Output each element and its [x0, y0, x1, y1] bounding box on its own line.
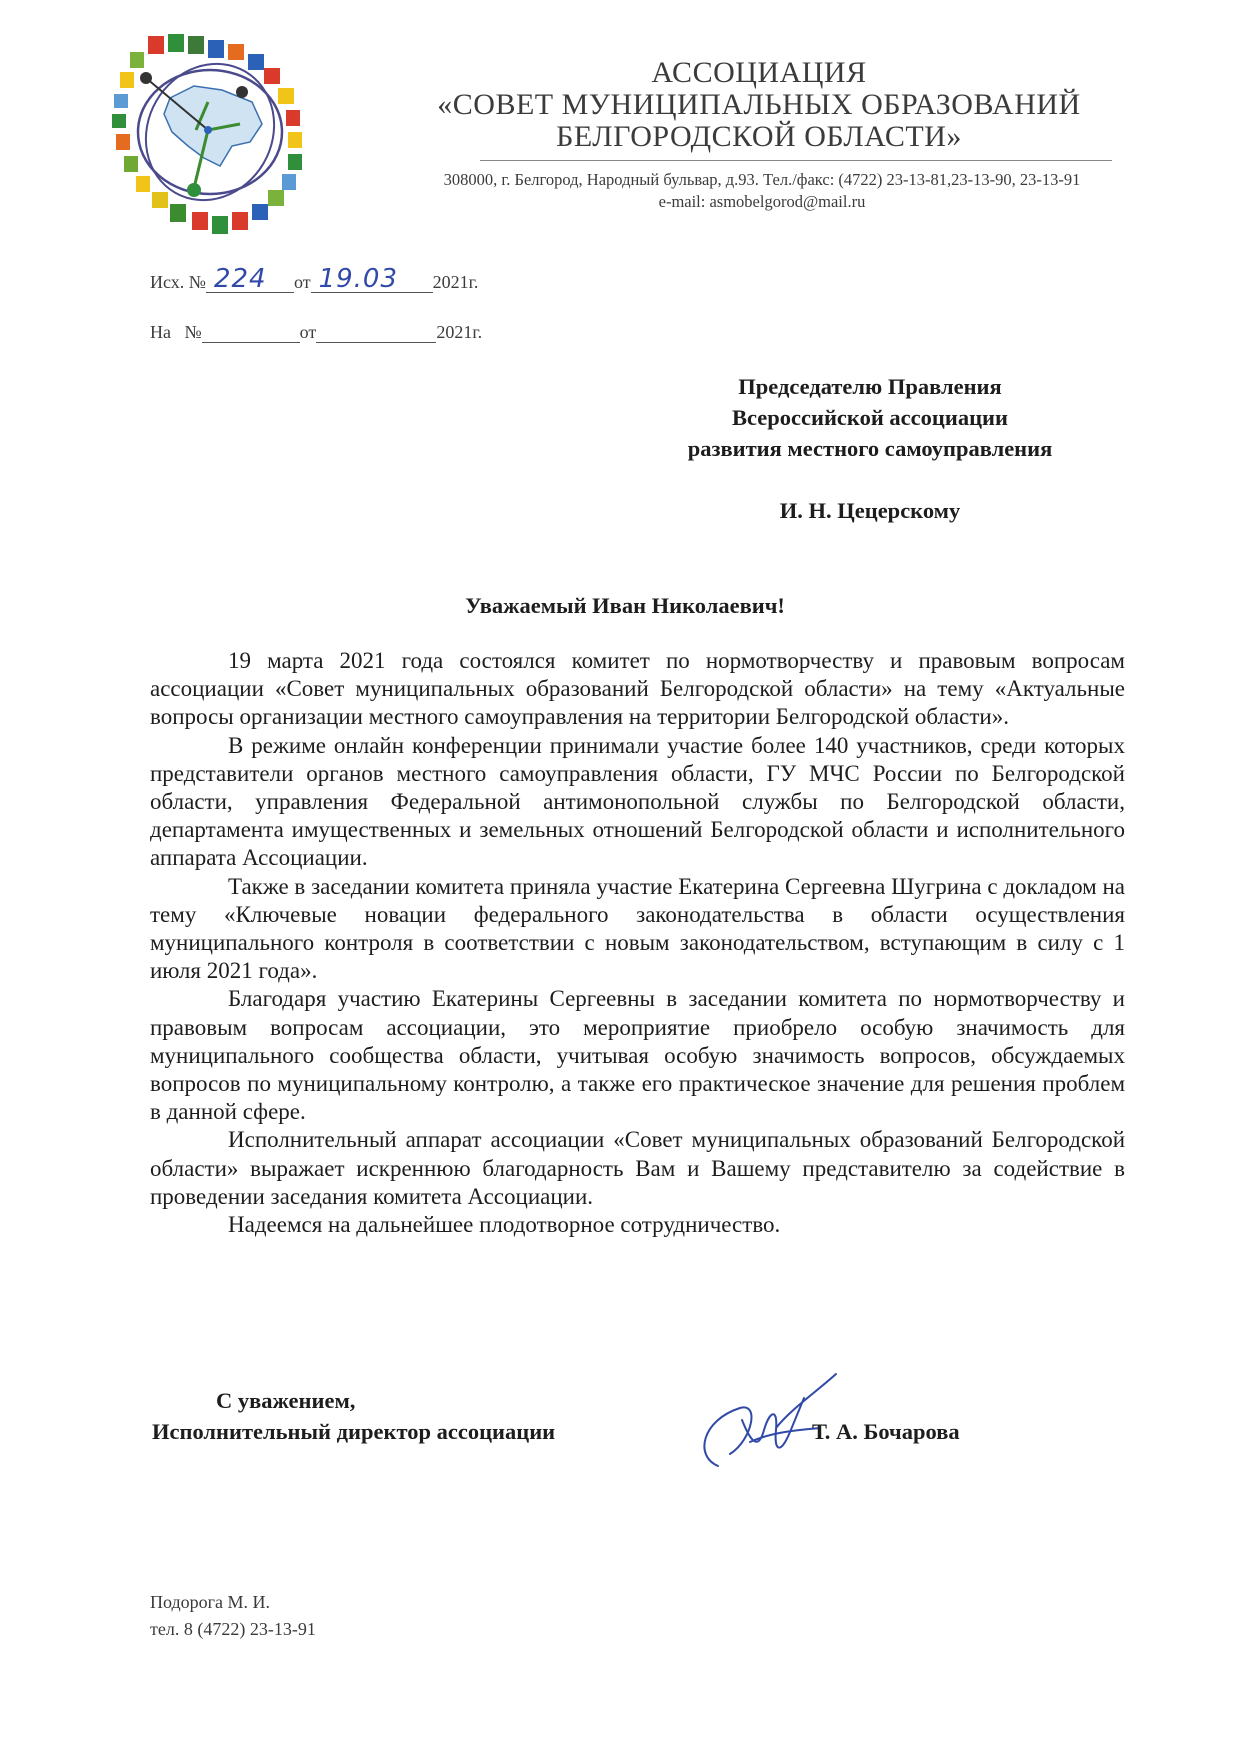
org-email: e-mail: asmobelgorod@mail.ru [658, 192, 866, 211]
year-suffix: 2021г. [432, 272, 479, 292]
incoming-reference [150, 322, 482, 343]
region-map [164, 86, 262, 166]
out-number: 224 [213, 264, 267, 294]
from-label: от [293, 272, 311, 292]
letterhead-divider [480, 160, 1112, 161]
org-name-line-1: АССОЦИАЦИЯ [651, 56, 867, 89]
addressee-line-2: Всероссийской ассоциации [732, 405, 1008, 430]
addressee-line-1: Председателю Правления [738, 374, 1002, 399]
signer-name: Т. А. Бочарова [812, 1419, 960, 1444]
org-name-line-3: БЕЛГОРОДСКОЙ ОБЛАСТИ» [556, 120, 962, 153]
in-year-suffix: 2021г. [436, 322, 483, 342]
body-paragraph: Исполнительный аппарат ассоциации «Совет муниципальных образований Белгородской области» выражает искреннюю благодарность Вам и Вашему представителю за содействие в проведении заседания комитета Ассоциации. [150, 1127, 1125, 1209]
body-paragraph: Благодаря участию Екатерины Сергеевны в заседании комитета по нормотворчеству и правовым вопросам ассоциации, это мероприятие приобрело особую значимость для муниципального сообщества области, учитывая особую значимость вопросов, обсуждаемых вопросов по муниципальному контролю, а также его практическое значение для решения проблем в данной сфере. [150, 986, 1125, 1125]
in-number-field [202, 322, 300, 343]
out-date: 19.03 [318, 264, 399, 294]
out-number-field [206, 264, 294, 294]
executor-phone: тел. 8 (4722) 23-13-91 [150, 1619, 316, 1639]
letter-body [150, 647, 1125, 1239]
addressee-line-3: развития местного самоуправления [687, 436, 1053, 461]
body-paragraph: Надеемся на дальнейшее плодотворное сотрудничество. [228, 1212, 781, 1238]
out-date-field [311, 264, 433, 294]
salutation: Уважаемый Иван Николаевич! [465, 593, 785, 618]
executor-name: Подорога М. И. [150, 1592, 271, 1612]
closing: С уважением, [216, 1388, 356, 1413]
body-paragraph: В режиме онлайн конференции принимали участие более 140 участников, среди которых представители органов местного самоуправления области, ГУ МЧС России по Белгородской области, управления Федеральной антимонопольной службы по Белгородской области, департамента имущественных и земельных отношений Белгородской области и исполнительного аппарата Ассоциации. [150, 732, 1125, 871]
in-date-field [316, 322, 436, 343]
in-from-label: от [299, 322, 317, 342]
body-paragraph: 19 марта 2021 года состоялся комитет по нормотворчеству и правовым вопросам ассоциации «Совет муниципальных образований Белгородской области» на тему «Актуальные вопросы организации местного самоуправления на территории Белгородской области». [150, 648, 1125, 730]
org-name-line-2: «СОВЕТ МУНИЦИПАЛЬНЫХ ОБРАЗОВАНИЙ [437, 88, 1081, 121]
signer-position: Исполнительный директор ассоциации [152, 1419, 556, 1444]
outgoing-reference [150, 264, 479, 294]
addressee-name: И. Н. Цецерскому [779, 498, 961, 523]
in-label: На № [150, 322, 202, 342]
out-label: Исх. № [150, 272, 206, 292]
body-paragraph: Также в заседании комитета приняла участие Екатерина Сергеевна Шугрина с докладом на тему «Ключевые новации федерального законодательства в области осуществления муниципального контроля в соответствии с новым законодательством, вступающим в силу с 1 июля 2021 года». [150, 873, 1125, 984]
org-address: 308000, г. Белгород, Народный бульвар, д.93. Тел./факс: (4722) 23-13-81,23-13-90, 23-13-91 [443, 170, 1081, 189]
association-logo [112, 28, 334, 244]
